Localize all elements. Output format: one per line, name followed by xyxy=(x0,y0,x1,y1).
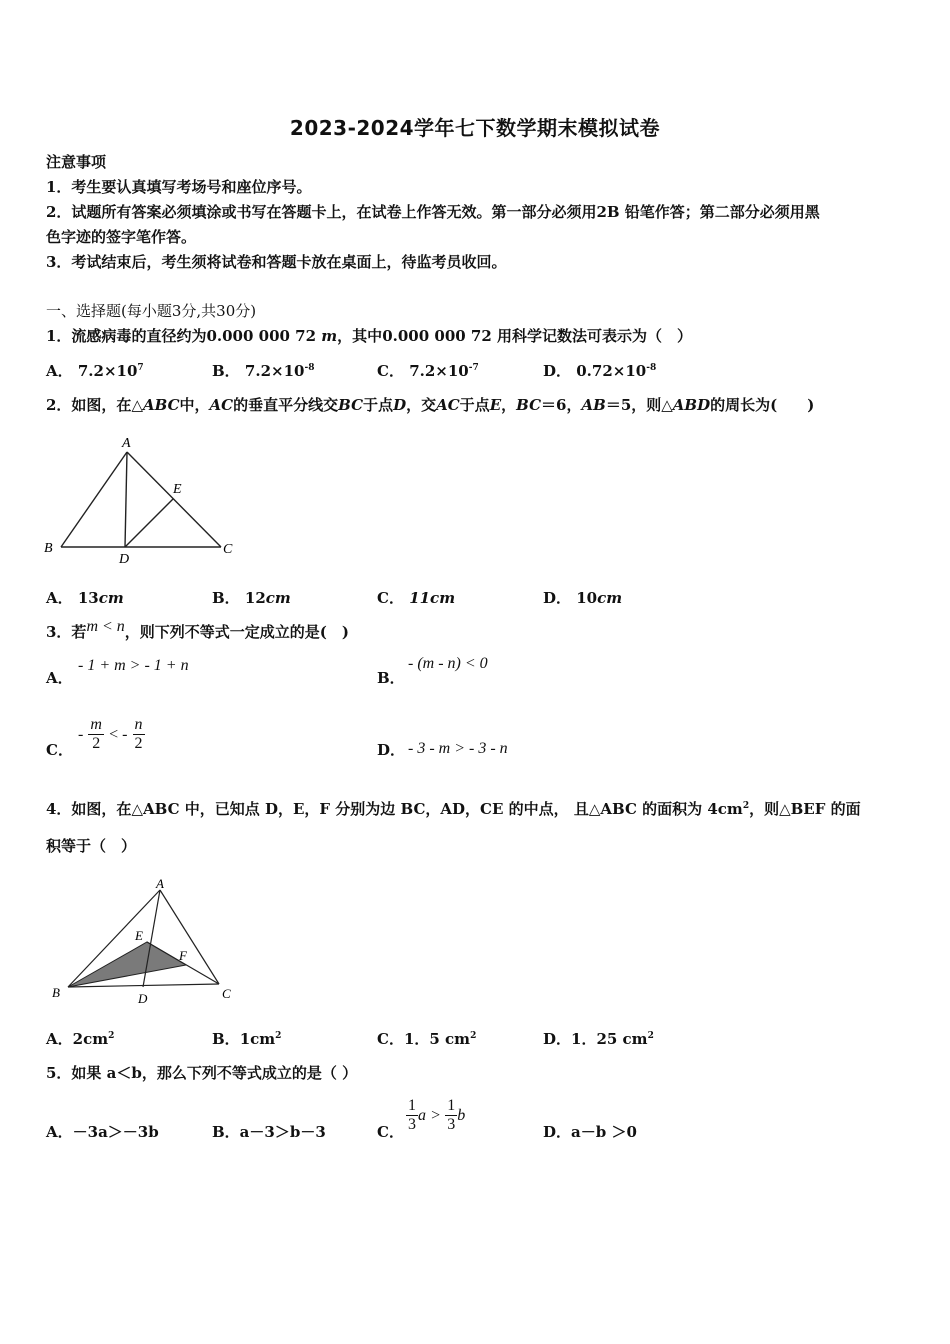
label-e: E xyxy=(173,482,182,497)
q2-option-a[interactable]: A． 13cm xyxy=(46,589,124,607)
label-d: D xyxy=(119,552,130,567)
q5-option-d[interactable]: D．a－b ＞0 xyxy=(543,1123,637,1141)
q3-option-c-expr: - $\frac{m}{2}$ < - $\frac{n}{2}$ xyxy=(78,716,143,752)
q3-option-a-expr: - 1 + m > - 1 + n xyxy=(78,657,189,674)
q2-option-b[interactable]: B． 12cm xyxy=(212,589,291,607)
segment-ac xyxy=(160,890,219,984)
q2-option-d[interactable]: D． 10cm xyxy=(543,589,623,607)
section-heading: 一、选择题(每小题3分,共30分) xyxy=(46,302,257,320)
q5-option-c-expr: $\frac{1}{3}$ a > $\frac{1}{3}$ b xyxy=(408,1097,466,1133)
q4-option-a[interactable]: A．$2cm^2$ xyxy=(46,1030,115,1048)
q2-option-c[interactable]: C． 11cm xyxy=(377,589,456,607)
label-e: E xyxy=(135,928,143,943)
label-b: B xyxy=(44,541,53,556)
note-item: 2．试题所有答案必须填涂或书写在答题卡上，在试卷上作答无效。第一部分必须用2B 铅笔作答；第二部分必须用黑 xyxy=(46,203,820,221)
notes-heading: 注意事项 xyxy=(46,153,107,171)
note-item: 1．考生要认真填写考场号和座位序号。 xyxy=(46,178,312,196)
q1-option-d[interactable]: D． $0.72\times 10^{-8}$ xyxy=(543,362,657,380)
segment-ac xyxy=(127,452,221,547)
label-a: A xyxy=(156,876,164,891)
question-3-stem: 3．若m < n，则下列不等式一定成立的是( ) xyxy=(46,618,349,641)
note-item: 色字迹的签字笔作答。 xyxy=(46,228,197,246)
note-item: 3．考试结束后，考生须将试卷和答题卡放在桌面上，待监考员收回。 xyxy=(46,253,507,271)
q4-option-b[interactable]: B．$1cm^2$ xyxy=(212,1030,282,1048)
q1-option-b[interactable]: B． $7.2\times 10^{-8}$ xyxy=(212,362,315,380)
q3-option-d-label[interactable]: D． xyxy=(377,741,406,759)
question-2-stem: 2．如图，在△ABC中，AC的垂直平分线交BC于点D，交AC于点E，BC＝6，AB＝5，则△ABD的周长为( ) xyxy=(46,396,815,414)
q5-option-a[interactable]: A．－3a＞－3b xyxy=(46,1123,159,1141)
q5-option-b[interactable]: B．a－3＞b－3 xyxy=(212,1123,326,1141)
q1-option-c[interactable]: C． $7.2\times 10^{-7}$ xyxy=(377,362,479,380)
label-f: F xyxy=(179,948,187,963)
q4-option-d[interactable]: D．1．25 $cm^2$ xyxy=(543,1030,654,1048)
q4-option-c[interactable]: C．1．5 $cm^2$ xyxy=(377,1030,477,1048)
triangle-bef-shaded xyxy=(68,942,186,987)
question-4-stem-line2: 积等于（ ） xyxy=(46,837,137,855)
q3-option-a-label[interactable]: A． xyxy=(46,669,73,687)
segment-de xyxy=(125,499,173,547)
q3-option-c-label[interactable]: C． xyxy=(46,741,73,759)
q1-option-a[interactable]: A． $7.2\times 10^7$ xyxy=(46,362,144,380)
segment-ad xyxy=(125,452,127,547)
label-c: C xyxy=(222,986,231,1001)
question-1-stem: 1．流感病毒的直径约为0.000 000 72 m，其中0.000 000 72 用科学记数法可表示为（ ） xyxy=(46,327,693,345)
segment-ab xyxy=(61,452,127,547)
q5-option-c-label[interactable]: C． xyxy=(377,1123,404,1141)
label-c: C xyxy=(223,542,233,557)
question-5-stem: 5．如果 a＜b，那么下列不等式成立的是（ ） xyxy=(46,1064,358,1082)
label-a: A xyxy=(122,436,131,451)
page-title: 2023-2024学年七下数学期末模拟试卷 xyxy=(289,116,661,140)
q2-figure xyxy=(40,432,240,570)
q3-option-d-expr: - 3 - m > - 3 - n xyxy=(408,740,508,757)
q3-option-b-label[interactable]: B． xyxy=(377,669,405,687)
question-4-stem-line1: 4．如图，在△ABC 中，已知点 D，E，F 分别为边 BC，AD，CE 的中点， 且△ABC 的面积为 $4cm^2$，则△BEF 的面 xyxy=(46,800,861,818)
q4-figure xyxy=(46,874,246,1009)
q3-option-b-expr: - (m - n) < 0 xyxy=(408,655,488,672)
label-d: D xyxy=(138,991,148,1006)
label-b: B xyxy=(52,985,60,1000)
